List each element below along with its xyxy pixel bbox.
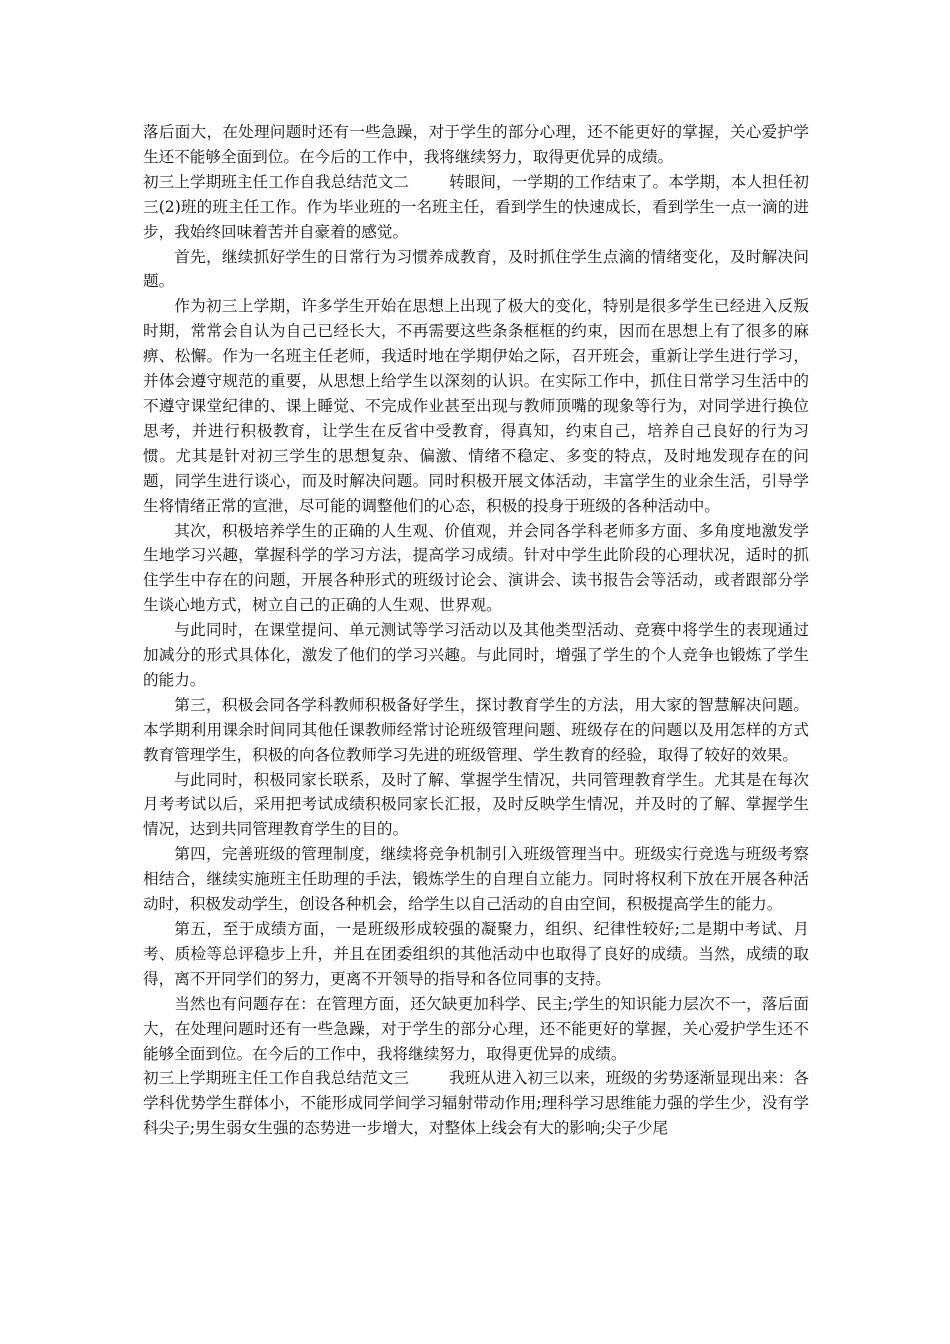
- paragraph: 当然也有问题存在：在管理方面，还欠缺更加科学、民主;学生的知识能力层次不一，落后面大，在处理问题时还有一些急躁，对于学生的部分心理，还不能更好的掌握，关心爱护学生还不能够全面到位。在今后的工作中，我将继续努力，取得更优异的成绩。: [143, 994, 809, 1063]
- paragraph: 其次，积极培养学生的正确的人生观、价值观，并会同各学科老师多方面、多角度地激发学生地学习兴趣，掌握科学的学习方法，提高学习成绩。针对中学生此阶段的心理状况，适时的抓住学生中存在的问题，开展各种形式的班级讨论会、演讲会、读书报告会等活动，或者跟部分学生谈心地方式，树立自己的正确的人生观、世界观。: [143, 521, 809, 615]
- section-heading-paragraph: [143, 1066, 809, 1141]
- section-title: 初三上学期班主任工作自我总结范文二: [143, 172, 410, 191]
- paragraph: 第四，完善班级的管理制度，继续将竞争机制引入班级管理当中。班级实行竞选与班级考察相结合，继续实施班主任助理的手法，锻炼学生的自理自立能力。同时将权利下放在开展各种活动时，积极发动学生，创设各种机会，给学生以自己活动的自由空间，积极提高学生的能力。: [143, 845, 809, 914]
- document-body: [143, 120, 809, 1141]
- paragraph: 第五，至于成绩方面，一是班级形成较强的凝聚力，组织、纪律性较好;二是期中考试、月考、质检等总评稳步上升，并且在团委组织的其他活动中也取得了良好的成绩。当然，成绩的取得，离不开同学们的努力，更离不开领导的指导和各位同事的支持。: [143, 920, 809, 988]
- paragraph: 落后面大，在处理问题时还有一些急躁，对于学生的部分心理，还不能更好的掌握，关心爱护学生还不能够全面到位。在今后的工作中，我将继续努力，取得更优异的成绩。: [143, 123, 809, 166]
- section-heading-paragraph: [143, 170, 809, 245]
- paragraph: 作为初三上学期，许多学生开始在思想上出现了极大的变化，特别是很多学生已经进入反叛时期，常常会自认为自己已经长大，不再需要这些条条框框的约束，因而在思想上有了很多的麻痹、松懈。作为一名班主任老师，我适时地在学期伊始之际，召开班会，重新让学生进行学习，并体会遵守规范的重要，从思想上给学生以深刻的认识。在实际工作中，抓住日常学习生活中的不遵守课堂纪律的、课上睡觉、不完成作业甚至出现与教师顶嘴的现象等行为，对同学进行换位思考，并进行积极教育，让学生在反省中受教育，得真知，约束自己，培养自己良好的行为习惯。尤其是针对初三学生的思想复杂、偏激、情绪不稳定、多变的特点，及时地发现存在的问题，同学生进行谈心，而及时解决问题。同时积极开展文体活动，丰富学生的业余生活，引导学生将情绪正常的宣泄，尽可能的调整他们的心态，积极的投身于班级的各种活动中。: [143, 297, 809, 515]
- section-intro-text: 我班从进入初三以来，班级的劣势逐渐显现出来：各学科优势学生群体小，不能形成同学间学习辐射带动作用;理科学习思维能力强的学生少，没有学科尖子;男生弱女生强的态势进一步增大，对整体上线会有大的影响;尖子少尾: [143, 1069, 809, 1138]
- paragraph: 与此同时，积极同家长联系，及时了解、掌握学生情况，共同管理教育学生。尤其是在每次月考考试以后，采用把考试成绩积极同家长汇报，及时反映学生情况，并及时的了解、掌握学生情况，达到共同管理教育学生的目的。: [143, 770, 809, 839]
- section-title: 初三上学期班主任工作自我总结范文三: [143, 1069, 410, 1088]
- section-intro-text: 转眼间，一学期的工作结束了。本学期，本人担任初三(2)班的班主任工作。作为毕业班的一名班主任，看到学生的快速成长，看到学生一点一滴的进步，我始终回味着苦并自豪着的感觉。: [143, 172, 809, 241]
- paragraph: 第三，积极会同各学科教师积极备好学生，探讨教育学生的方法，用大家的智慧解决问题。本学期利用课余时间同其他任课教师经常讨论班级管理问题、班级存在的问题以及用怎样的方式教育管理学生，积极的向各位教师学习先进的班级管理、学生教育的经验，取得了较好的效果。: [143, 695, 809, 764]
- paragraph: 与此同时，在课堂提问、单元测试等学习活动以及其他类型活动、竞赛中将学生的表现通过加减分的形式具体化，激发了他们的学习兴趣。与此同时，增强了学生的个人竞争也锻炼了学生的能力。: [143, 621, 809, 689]
- paragraph: 首先，继续抓好学生的日常行为习惯养成教育，及时抓住学生点滴的情绪变化，及时解决问题。: [143, 247, 809, 291]
